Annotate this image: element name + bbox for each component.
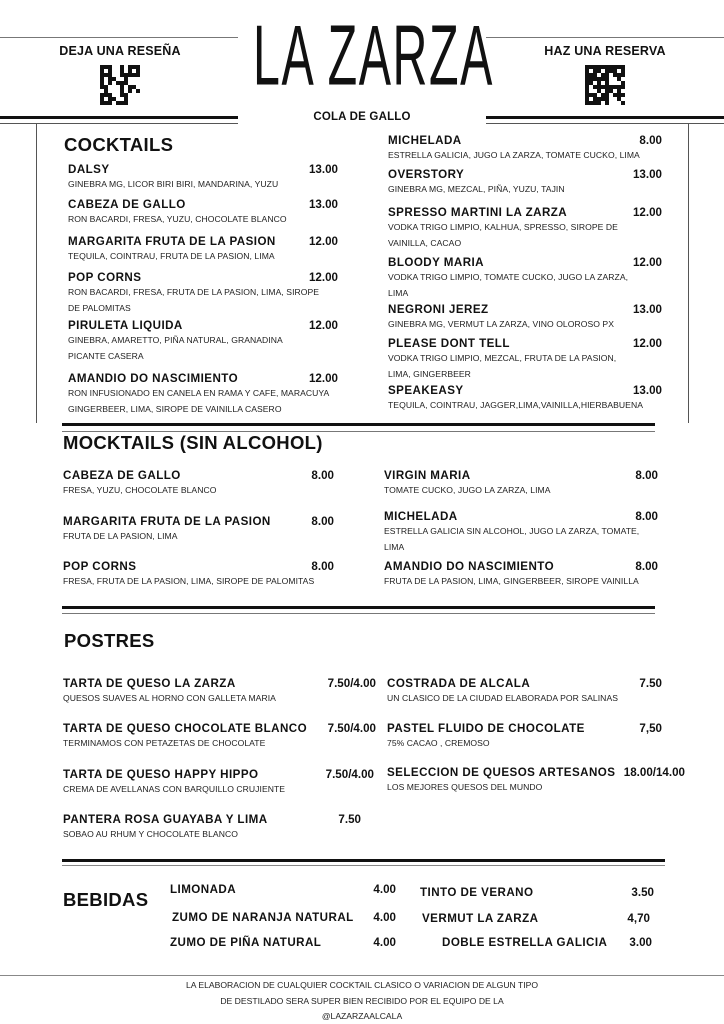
reservation-qr-code-icon[interactable] — [585, 65, 625, 105]
menu-item-description: FRESA, YUZU, CHOCOLATE BLANCO — [63, 485, 217, 495]
menu-item-price: 4.00 — [373, 936, 396, 949]
reservation-label: HAZ UNA RESERVA — [544, 44, 666, 58]
menu-item-price: 13.00 — [308, 163, 338, 176]
section-divider — [62, 613, 655, 614]
section-divider — [62, 865, 665, 866]
menu-item-price: 4.00 — [373, 883, 396, 896]
menu-item-name: SPEAKEASY — [388, 384, 464, 397]
divider — [486, 37, 724, 38]
menu-item-description: TEQUILA, COINTRAU, FRUTA DE LA PASION, LIMA — [68, 251, 275, 261]
menu-item-price: 8.00 — [639, 134, 662, 147]
menu-item-price: 13.00 — [632, 303, 662, 316]
menu-item-name: PASTEL FLUIDO DE CHOCOLATE — [387, 722, 585, 735]
menu-item-description: GINEBRA MG, LICOR BIRI BIRI, MANDARINA, YUZU — [68, 179, 279, 189]
review-qr-code-icon[interactable] — [100, 65, 140, 105]
menu-item-description: DE PALOMITAS — [68, 302, 131, 313]
menu-item-name: AMANDIO DO NASCIMIENTO — [384, 560, 555, 573]
menu-item-name: DOBLE ESTRELLA GALICIA — [442, 936, 608, 949]
menu-item-price: 8.00 — [311, 515, 334, 528]
menu-item-name: VERMUT LA ZARZA — [422, 912, 539, 925]
divider — [486, 116, 724, 119]
menu-item-description: GINEBRA MG, VERMUT LA ZARZA, VINO OLOROSO PX — [388, 319, 615, 329]
menu-item-price: 7.50/4.00 — [325, 768, 374, 781]
menu-item-name: VIRGIN MARIA — [384, 469, 471, 482]
menu-item-name: ZUMO DE NARANJA NATURAL — [172, 911, 354, 924]
menu-item-name: MARGARITA FRUTA DE LA PASION — [68, 235, 276, 248]
menu-item-description: GINEBRA, AMARETTO, PIÑA NATURAL, GRANADINA — [68, 335, 283, 345]
menu-item-name: OVERSTORY — [388, 168, 465, 181]
menu-item-price: 13.00 — [308, 198, 338, 211]
menu-item-price: 12.00 — [632, 337, 662, 350]
menu-item-name: DALSY — [68, 163, 110, 176]
review-label: DEJA UNA RESEÑA — [59, 44, 181, 58]
menu-item-description: SOBAO AU RHUM Y CHOCOLATE BLANCO — [63, 829, 238, 839]
menu-item-price: 7.50 — [338, 813, 361, 826]
menu-item-name: COSTRADA DE ALCALA — [387, 677, 531, 690]
menu-item-name: POP CORNS — [63, 560, 137, 573]
mocktails-heading: MOCKTAILS (SIN ALCOHOL) — [63, 432, 323, 453]
menu-item-name: LIMONADA — [170, 883, 237, 896]
menu-item-description: FRUTA DE LA PASION, LIMA, GINGERBEER, SIROPE VAINILLA — [384, 576, 639, 586]
menu-item-price: 7.50 — [639, 677, 662, 690]
menu-item-description: FRESA, FRUTA DE LA PASION, LIMA, SIROPE DE PALOMITAS — [63, 576, 315, 586]
subtitle: COLA DE GALLO — [313, 111, 411, 123]
section-divider — [62, 423, 655, 426]
menu-item-description: RON INFUSIONADO EN CANELA EN RAMA Y CAFE, MARACUYA — [68, 388, 330, 398]
menu-item-price: 12.00 — [632, 206, 662, 219]
cocktails-heading: COCKTAILS — [64, 134, 174, 155]
menu-item-name: PLEASE DONT TELL — [388, 337, 510, 350]
menu-item-name: NEGRONI JEREZ — [388, 303, 489, 316]
menu-item-description: TEQUILA, COINTRAU, JAGGER,LIMA,VAINILLA,HIERBABUENA — [388, 400, 644, 410]
menu-item-name: ZUMO DE PIÑA NATURAL — [170, 936, 322, 949]
menu-item-price: 8.00 — [311, 469, 334, 482]
menu-item-price: 4,70 — [627, 912, 650, 925]
menu-item-description: RON BACARDI, FRESA, YUZU, CHOCOLATE BLANCO — [68, 214, 287, 224]
menu-item-price: 7.50/4.00 — [327, 677, 376, 690]
menu-item-price: 12.00 — [308, 372, 338, 385]
footer-divider — [0, 975, 724, 976]
menu-item-description: VODKA TRIGO LIMPIO, MEZCAL, FRUTA DE LA PASION, — [388, 353, 617, 363]
menu-item-price: 8.00 — [311, 560, 334, 573]
menu-item-price: 12.00 — [308, 271, 338, 284]
menu-item-price: 12.00 — [308, 235, 338, 248]
menu-item-description: LOS MEJORES QUESOS DEL MUNDO — [387, 782, 543, 792]
menu-item-name: MICHELADA — [384, 510, 458, 523]
menu-item-name: TARTA DE QUESO LA ZARZA — [63, 677, 236, 690]
menu-item-description: ESTRELLA GALICIA SIN ALCOHOL, JUGO LA ZARZA, TOMATE, — [384, 526, 640, 536]
menu-item-description: GINGERBEER, LIMA, SIROPE DE VAINILLA CASERO — [68, 403, 282, 414]
menu-item-description: 75% CACAO , CREMOSO — [387, 738, 490, 748]
menu-item-name: TARTA DE QUESO CHOCOLATE BLANCO — [63, 722, 308, 735]
menu-item-price: 7.50/4.00 — [327, 722, 376, 735]
menu-item-name: SPRESSO MARTINI LA ZARZA — [388, 206, 568, 219]
menu-item-name: PIRULETA LIQUIDA — [68, 319, 183, 332]
footer-line: @LAZARZAALCALA — [321, 1011, 403, 1021]
frame-line — [36, 123, 37, 423]
menu-item-description: LIMA — [388, 287, 409, 298]
section-divider — [62, 606, 655, 609]
menu-item-price: 13.00 — [632, 168, 662, 181]
menu-item-name: SELECCION DE QUESOS ARTESANOS — [387, 766, 616, 779]
frame-line — [688, 123, 689, 423]
menu-item-description: VAINILLA, CACAO — [388, 237, 462, 248]
menu-item-name: PANTERA ROSA GUAYABA Y LIMA — [63, 813, 268, 826]
menu-item-description: UN CLASICO DE LA CIUDAD ELABORADA POR SALINAS — [387, 693, 619, 703]
menu-item-price: 8.00 — [635, 560, 658, 573]
menu-item-name: POP CORNS — [68, 271, 142, 284]
menu-item-description: TERMINAMOS CON PETAZETAS DE CHOCOLATE — [63, 738, 266, 748]
menu-item-price: 12.00 — [632, 256, 662, 269]
restaurant-title: LA ZARZA — [253, 8, 494, 104]
menu-item-name: TARTA DE QUESO HAPPY HIPPO — [63, 768, 259, 781]
menu-item-description: PICANTE CASERA — [68, 350, 144, 361]
menu-item-price: 8.00 — [635, 469, 658, 482]
postres-heading: POSTRES — [64, 630, 155, 651]
menu-item-price: 7,50 — [639, 722, 662, 735]
menu-item-description: VODKA TRIGO LIMPIO, KALHUA, SPRESSO, SIROPE DE — [388, 222, 618, 232]
menu-item-name: MICHELADA — [388, 134, 462, 147]
menu-item-description: VODKA TRIGO LIMPIO, TOMATE CUCKO, JUGO LA ZARZA, — [388, 272, 629, 282]
menu-item-description: CREMA DE AVELLANAS CON BARQUILLO CRUJIENTE — [63, 784, 286, 794]
menu-item-description: QUESOS SUAVES AL HORNO CON GALLETA MARIA — [63, 693, 276, 703]
footer-line: DE DESTILADO SERA SUPER BIEN RECIBIDO POR EL EQUIPO DE LA — [220, 996, 504, 1006]
menu-item-description: LIMA — [384, 541, 405, 552]
menu-item-name: AMANDIO DO NASCIMIENTO — [68, 372, 239, 385]
menu-item-price: 3.00 — [629, 936, 652, 949]
menu-item-name: TINTO DE VERANO — [420, 886, 534, 899]
menu-item-price: 4.00 — [373, 911, 396, 924]
section-divider — [62, 859, 665, 862]
menu-item-price: 8.00 — [635, 510, 658, 523]
divider — [0, 116, 238, 119]
menu-item-description: TOMATE CUCKO, JUGO LA ZARZA, LIMA — [384, 485, 551, 495]
menu-item-name: CABEZA DE GALLO — [68, 198, 186, 211]
footer-line: LA ELABORACION DE CUALQUIER COCKTAIL CLASICO O VARIACION DE ALGUN TIPO — [185, 980, 539, 990]
menu-item-name: BLOODY MARIA — [388, 256, 485, 269]
menu-item-name: MARGARITA FRUTA DE LA PASION — [63, 515, 271, 528]
menu-item-description: LIMA, GINGERBEER — [388, 368, 471, 379]
menu-item-description: GINEBRA MG, MEZCAL, PIÑA, YUZU, TAJIN — [388, 184, 565, 194]
bebidas-heading: BEBIDAS — [63, 889, 149, 910]
menu-item-description: RON BACARDI, FRESA, FRUTA DE LA PASION, LIMA, SIROPE — [68, 287, 320, 297]
menu-item-price: 13.00 — [632, 384, 662, 397]
menu-item-price: 3.50 — [631, 886, 654, 899]
menu-item-description: FRUTA DE LA PASION, LIMA — [63, 531, 178, 541]
menu-item-price: 18.00/14.00 — [623, 766, 685, 779]
menu-item-price: 12.00 — [308, 319, 338, 332]
menu-item-description: ESTRELLA GALICIA, JUGO LA ZARZA, TOMATE CUCKO, LIMA — [388, 150, 640, 160]
divider — [0, 37, 238, 38]
menu-item-name: CABEZA DE GALLO — [63, 469, 181, 482]
